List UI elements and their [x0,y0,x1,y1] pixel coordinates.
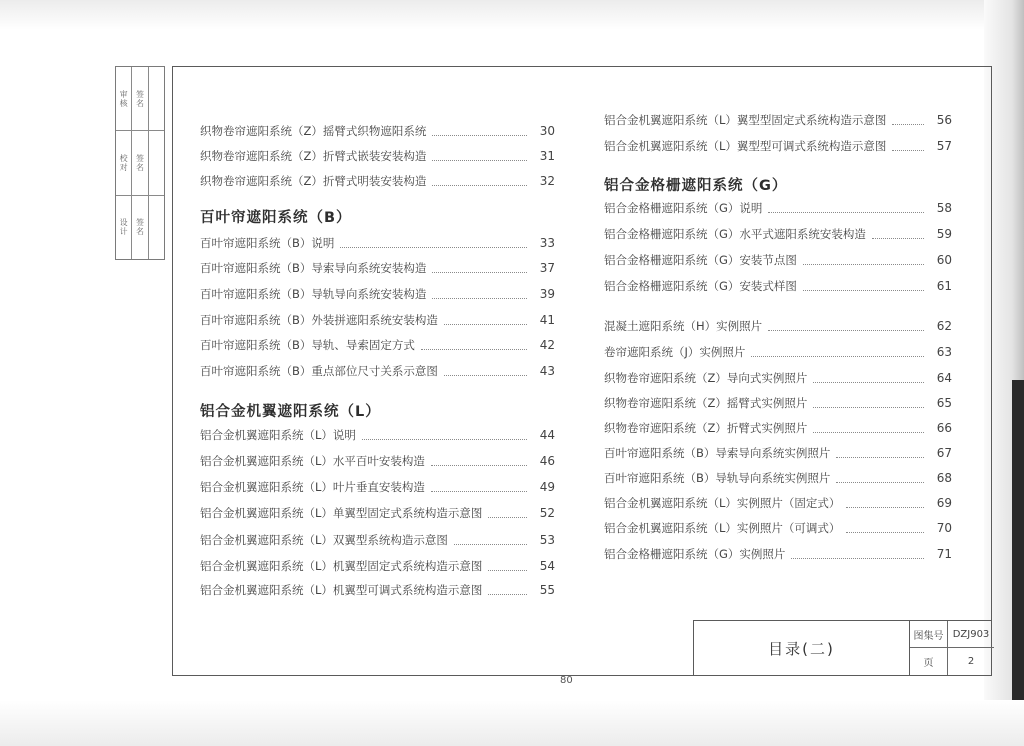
leader-dots [362,439,527,440]
toc-entry-title: 铝合金机翼遮阳系统（L）实例照片（固定式） [604,496,841,510]
toc-entry[interactable] [604,468,952,488]
toc-entry-page: 30 [539,124,555,138]
toc-entry-title: 铝合金机翼遮阳系统（L）双翼型系统构造示意图 [200,533,448,547]
toc-entry-page: 71 [936,547,952,561]
toc-entry[interactable] [200,284,555,304]
leader-dots [803,264,924,265]
toc-entry[interactable] [604,198,952,218]
toc-entry-page: 33 [539,236,555,250]
leader-dots [432,185,527,186]
side-cell [116,196,131,259]
leader-dots [872,238,924,239]
leader-dots [813,382,924,383]
toc-entry-title: 百叶帘遮阳系统（B）导索导向系统实例照片 [604,446,831,460]
side-col-3 [149,67,164,259]
toc-entry-page: 56 [936,113,952,127]
section-heading-l: 铝合金机翼遮阳系统（L） [200,404,381,420]
toc-entry-title: 铝合金格栅遮阳系统（G）实例照片 [604,547,786,561]
leader-dots [813,407,924,408]
toc-entry[interactable] [200,530,555,550]
toc-entry-page: 63 [936,345,952,359]
toc-entry-page: 54 [539,559,555,573]
toc-entry[interactable] [200,556,555,576]
leader-dots [454,544,527,545]
toc-entry-page: 70 [936,521,952,535]
toc-entry-page: 65 [936,396,952,410]
toc-entry-title: 铝合金机翼遮阳系统（L）机翼型固定式系统构造示意图 [200,559,483,573]
book-page-number: 80 [560,675,573,686]
scan-edge-dark [1012,380,1024,746]
title-block [693,620,992,676]
atlas-number-label: 图集号 [910,621,948,648]
toc-entry[interactable] [604,316,952,336]
side-cell-text: 校对 [119,153,129,172]
toc-entry[interactable] [604,342,952,362]
side-cell [149,131,164,195]
toc-entry-title: 铝合金机翼遮阳系统（L）水平百叶安装构造 [200,454,425,468]
leader-dots [432,298,527,299]
toc-entry[interactable] [200,233,555,253]
toc-entry-title: 卷帘遮阳系统（J）实例照片 [604,345,746,359]
toc-entry-page: 37 [539,261,555,275]
leader-dots [846,507,924,508]
toc-entry[interactable] [604,110,952,130]
leader-dots [432,160,527,161]
toc-entry-title: 铝合金机翼遮阳系统（L）叶片垂直安装构造 [200,480,425,494]
toc-entry-page: 68 [936,471,952,485]
toc-entry-page: 53 [539,533,555,547]
toc-entry-title: 铝合金机翼遮阳系统（L）单翼型固定式系统构造示意图 [200,506,483,520]
toc-entry[interactable] [604,368,952,388]
leader-dots [431,465,527,466]
toc-entry[interactable] [200,580,555,600]
toc-entry-title: 铝合金机翼遮阳系统（L）翼型型可调式系统构造示意图 [604,139,887,153]
toc-entry-title: 铝合金格栅遮阳系统（G）安装节点图 [604,253,797,267]
toc-entry-title: 混凝土遮阳系统（H）实例照片 [604,319,763,333]
leader-dots [432,272,527,273]
leader-dots [846,532,924,533]
toc-entry-title: 百叶帘遮阳系统（B）说明 [200,236,335,250]
toc-entry-title: 百叶帘遮阳系统（B）导轨导向系统安装构造 [200,287,427,301]
toc-entry-title: 铝合金格栅遮阳系统（G）说明 [604,201,763,215]
toc-entry[interactable] [200,171,555,191]
toc-entry-page: 39 [539,287,555,301]
leader-dots [488,517,527,518]
toc-entry-page: 46 [539,454,555,468]
toc-entry[interactable] [200,503,555,523]
section-heading-b: 百叶帘遮阳系统（B） [200,210,352,226]
toc-entry-title: 织物卷帘遮阳系统（Z）折臂式嵌装安装构造 [200,149,427,163]
toc-entry[interactable] [200,477,555,497]
side-cell [132,196,147,259]
toc-entry-title: 百叶帘遮阳系统（B）导索导向系统安装构造 [200,261,427,275]
side-cell-text: 签名 [135,153,145,172]
side-cell [132,131,147,195]
toc-entry-page: 42 [539,338,555,352]
side-cell [116,67,131,131]
toc-entry-page: 55 [539,583,555,597]
toc-entry-title: 织物卷帘遮阳系统（Z）导向式实例照片 [604,371,808,385]
side-col-1 [116,67,132,259]
toc-entry[interactable] [604,518,952,538]
toc-entry[interactable] [604,224,952,244]
leader-dots [431,491,527,492]
toc-entry[interactable] [200,335,555,355]
leader-dots [444,375,527,376]
toc-entry[interactable] [200,451,555,471]
toc-entry-title: 铝合金机翼遮阳系统（L）翼型型固定式系统构造示意图 [604,113,887,127]
toc-entry-title: 织物卷帘遮阳系统（Z）摇臂式实例照片 [604,396,808,410]
toc-entry-page: 57 [936,139,952,153]
leader-dots [768,212,924,213]
toc-entry[interactable] [604,276,952,296]
side-cell [149,196,164,259]
toc-entry[interactable] [604,136,952,156]
toc-entry[interactable] [604,443,952,463]
toc-entry-page: 60 [936,253,952,267]
toc-entry-page: 49 [539,480,555,494]
page-label: 页 [910,648,948,675]
leader-dots [892,150,924,151]
toc-entry[interactable] [604,250,952,270]
toc-entry-page: 61 [936,279,952,293]
side-cell-text: 审核 [119,89,129,108]
toc-entry-page: 58 [936,201,952,215]
toc-entry-page: 32 [539,174,555,188]
atlas-number: DZJ903 [948,621,994,648]
leader-dots [791,558,924,559]
toc-entry-title: 铝合金机翼遮阳系统（L）说明 [200,428,356,442]
sheet-page-number: 2 [967,656,975,667]
toc-entry-title: 百叶帘遮阳系统（B）导轨、导索固定方式 [200,338,415,352]
toc-entry-page: 52 [539,506,555,520]
toc-entry[interactable] [200,121,555,141]
toc-entry-title: 铝合金格栅遮阳系统（G）水平式遮阳系统安装构造 [604,227,866,241]
toc-entry-page: 69 [936,496,952,510]
side-cell [132,67,147,131]
leader-dots [813,432,924,433]
side-cell-text: 设计 [119,218,129,237]
side-cell [116,131,131,195]
leader-dots [444,324,527,325]
toc-entry-title: 织物卷帘遮阳系统（Z）折臂式明装安装构造 [200,174,427,188]
toc-entry-page: 66 [936,421,952,435]
side-cell-text: 签名 [135,218,145,237]
section-heading-g: 铝合金格栅遮阳系统（G） [604,178,788,194]
toc-entry[interactable] [200,258,555,278]
leader-dots [768,330,924,331]
toc-entry[interactable] [604,418,952,438]
toc-entry-page: 31 [539,149,555,163]
toc-entry-page: 64 [936,371,952,385]
scan-shadow-top [0,0,1024,30]
title-block-grid [909,621,993,675]
toc-entry-title: 百叶帘遮阳系统（B）外装拼遮阳系统安装构造 [200,313,438,327]
side-cell-text: 签名 [135,89,145,108]
toc-entry-title: 百叶帘遮阳系统（B）重点部位尺寸关系示意图 [200,364,438,378]
toc-entry[interactable] [604,493,952,513]
toc-entry-page: 59 [936,227,952,241]
leader-dots [836,457,924,458]
leader-dots [751,356,924,357]
leader-dots [340,247,527,248]
toc-entry[interactable] [200,310,555,330]
leader-dots [488,594,527,595]
leader-dots [421,349,527,350]
toc-entry-title: 百叶帘遮阳系统（B）导轨导向系统实例照片 [604,471,831,485]
toc-entry[interactable] [200,425,555,445]
toc-entry[interactable] [200,146,555,166]
toc-entry-title: 铝合金机翼遮阳系统（L）实例照片（可调式） [604,521,841,535]
toc-entry[interactable] [604,544,952,564]
toc-entry-title: 铝合金机翼遮阳系统（L）机翼型可调式系统构造示意图 [200,583,483,597]
toc-entry-title: 织物卷帘遮阳系统（Z）摇臂式织物遮阳系统 [200,124,427,138]
side-cell [149,67,164,131]
toc-entry-page: 44 [539,428,555,442]
toc-entry-page: 67 [936,446,952,460]
toc-entry-title: 织物卷帘遮阳系统（Z）折臂式实例照片 [604,421,808,435]
toc-entry[interactable] [200,361,555,381]
toc-entry-title: 铝合金格栅遮阳系统（G）安装式样图 [604,279,797,293]
toc-entry-page: 41 [539,313,555,327]
side-col-2 [132,67,148,259]
toc-entry[interactable] [604,393,952,413]
scan-shadow-bottom [0,700,1024,746]
leader-dots [432,135,527,136]
side-signature-block [115,66,165,260]
leader-dots [488,570,527,571]
leader-dots [892,124,924,125]
drawing-title: 目录(二) [768,639,835,658]
toc-entry-page: 62 [936,319,952,333]
leader-dots [836,482,924,483]
leader-dots [803,290,924,291]
toc-entry-page: 43 [539,364,555,378]
